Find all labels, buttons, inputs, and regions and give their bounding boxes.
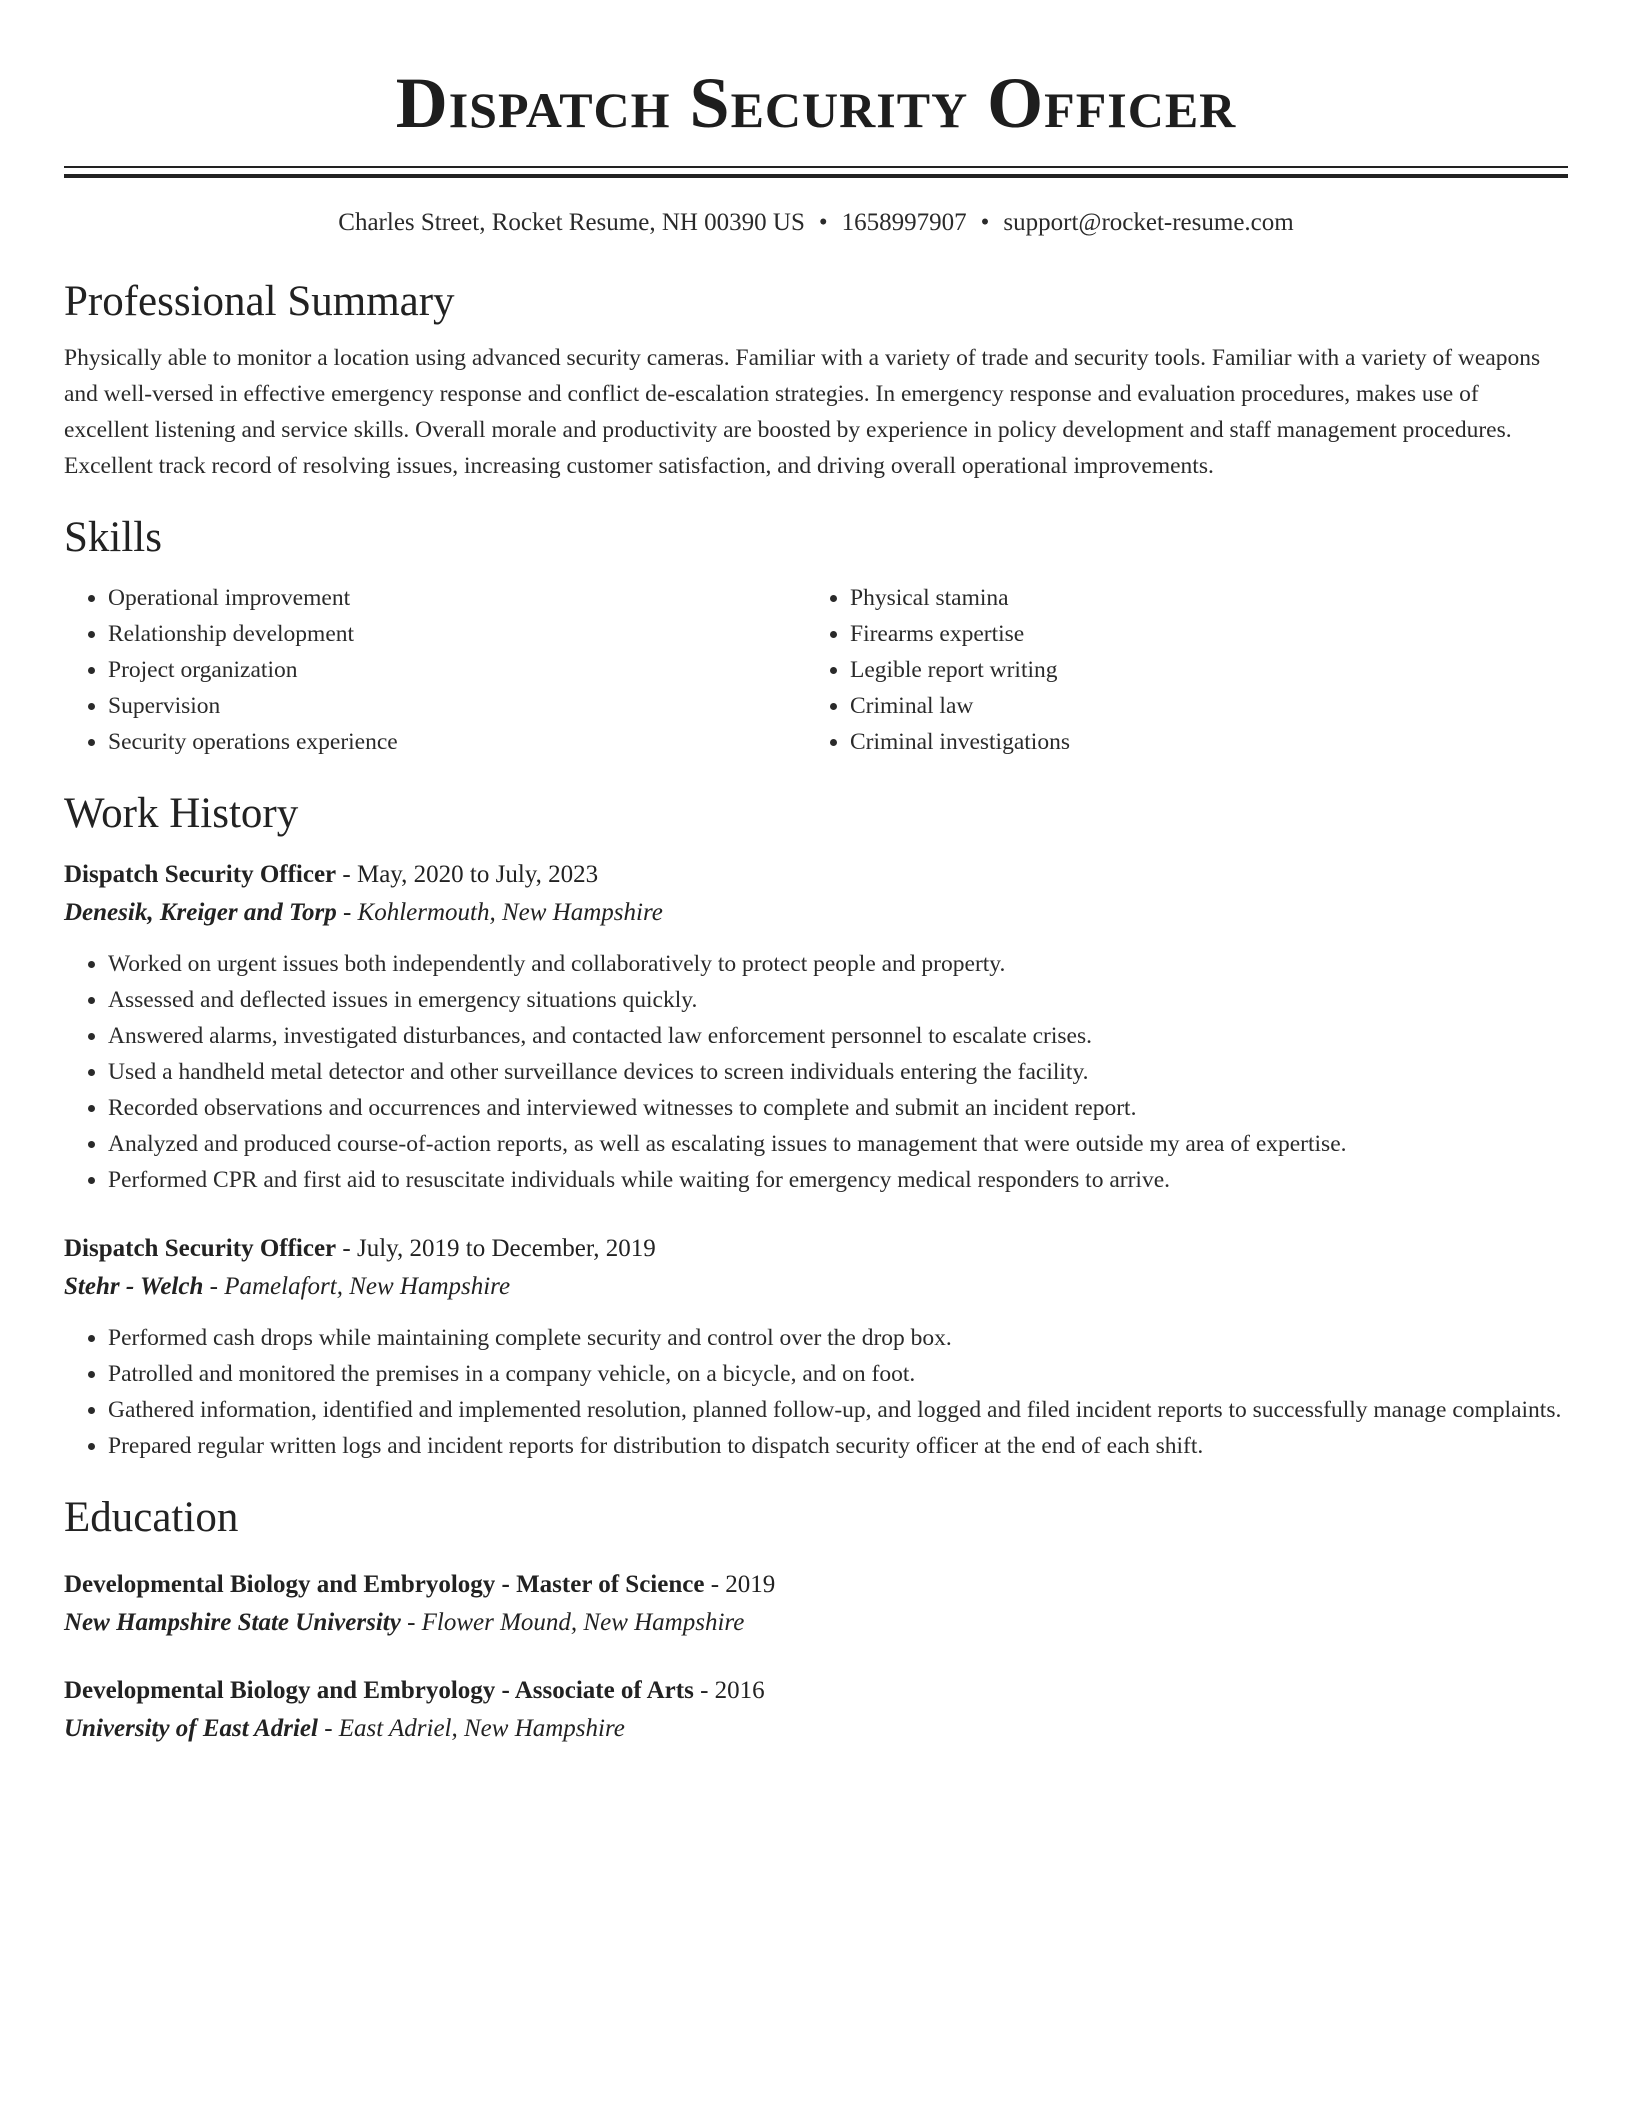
work-heading: Work History (64, 790, 299, 837)
contact-separator: • (980, 209, 990, 236)
job-company: Denesik, Kreiger and Torp (64, 899, 337, 926)
skill-item: • Project organization (108, 652, 806, 688)
education-location: - East Adriel, New Hampshire (317, 1715, 625, 1742)
job-bullets (64, 1320, 1568, 1464)
job-dates: - July, 2019 to December, 2019 (336, 1235, 656, 1262)
education-year: - 2016 (693, 1677, 765, 1704)
skills-column-left (64, 580, 806, 760)
skill-item: • Supervision (108, 688, 806, 724)
education-school: University of East Adriel (64, 1715, 318, 1742)
summary-heading: Professional Summary (64, 278, 455, 325)
skills-list (64, 580, 1568, 760)
skill-item: • Criminal law (850, 688, 1548, 724)
education-entry (64, 1566, 1568, 1642)
job-bullet: • Performed cash drops while maintaining complete security and control over the drop box. (108, 1320, 1568, 1356)
skill-item: • Legible report writing (850, 652, 1548, 688)
contact-separator: • (818, 209, 828, 236)
contact-line (64, 206, 1568, 240)
job-bullet: • Answered alarms, investigated disturbances, and contacted law enforcement personnel to escalate crises. (108, 1018, 1568, 1054)
job-bullet: • Performed CPR and first aid to resuscitate individuals while waiting for emergency medical responders to arrive. (108, 1162, 1568, 1198)
job-bullet: • Patrolled and monitored the premises in a company vehicle, on a bicycle, and on foot. (108, 1356, 1568, 1392)
summary-text: Physically able to monitor a location using advanced security cameras. Familiar with a variety of trade and security tools. Familiar with a variety of weapons and well-versed in effective emergency response and conflict de-escalation strategies. In emergency response and evaluation procedures, makes use of excellent listening and service skills. Overall morale and productivity are boosted by experience in policy development and staff management procedures. Excellent track record of resolving issues, increasing customer satisfaction, and driving overall operational improvements. (64, 345, 1541, 479)
job-bullet: • Prepared regular written logs and incident reports for distribution to dispatch security officer at the end of each shift. (108, 1428, 1568, 1464)
job-company-line (64, 894, 1568, 932)
skill-item: • Physical stamina (850, 580, 1548, 616)
education-degree: Developmental Biology and Embryology - Master of Science (64, 1571, 705, 1598)
education-heading: Education (64, 1494, 239, 1541)
skills-heading: Skills (64, 514, 162, 561)
job-title-line (64, 856, 1568, 894)
contact-email: support@rocket-resume.com (1003, 209, 1294, 236)
education-school: New Hampshire State University (64, 1609, 401, 1636)
education-school-line (64, 1604, 1568, 1642)
skill-item: • Security operations experience (108, 724, 806, 760)
job-bullet: • Analyzed and produced course-of-action reports, as well as escalating issues to management that were outside my area of expertise. (108, 1126, 1568, 1162)
resume-page (64, 0, 1568, 1748)
job-entry (64, 1230, 1568, 1464)
contact-address: Charles Street, Rocket Resume, NH 00390 US (338, 209, 805, 236)
education-entry (64, 1672, 1568, 1748)
job-bullet: • Gathered information, identified and implemented resolution, planned follow-up, and logged and filed incident reports to successfully manage complaints. (108, 1392, 1568, 1428)
education-school-line (64, 1710, 1568, 1748)
job-role: Dispatch Security Officer (64, 1235, 337, 1262)
job-location: - Pamelafort, New Hampshire (203, 1273, 511, 1300)
job-bullet: • Assessed and deflected issues in emergency situations quickly. (108, 982, 1568, 1018)
job-dates: - May, 2020 to July, 2023 (336, 861, 599, 888)
education-degree: Developmental Biology and Embryology - Associate of Arts (64, 1677, 694, 1704)
skill-item: • Relationship development (108, 616, 806, 652)
job-entry (64, 856, 1568, 1198)
resume-name: Dispatch Security Officer (395, 63, 1237, 143)
contact-phone: 1658997907 (841, 209, 967, 236)
job-bullets (64, 946, 1568, 1198)
job-title-line (64, 1230, 1568, 1268)
skill-item: • Criminal investigations (850, 724, 1548, 760)
job-location: - Kohlermouth, New Hampshire (336, 899, 663, 926)
header-divider (64, 166, 1568, 178)
job-bullet: • Recorded observations and occurrences and interviewed witnesses to complete and submit an incident report. (108, 1090, 1568, 1126)
job-bullet: • Used a handheld metal detector and other surveillance devices to screen individuals entering the facility. (108, 1054, 1568, 1090)
education-degree-line (64, 1672, 1568, 1710)
skills-column-right (806, 580, 1548, 760)
job-company: Stehr - Welch (64, 1273, 204, 1300)
education-year: - 2019 (704, 1571, 776, 1598)
skill-item: • Firearms expertise (850, 616, 1548, 652)
job-bullet: • Worked on urgent issues both independently and collaboratively to protect people and property. (108, 946, 1568, 982)
job-role: Dispatch Security Officer (64, 861, 337, 888)
education-location: - Flower Mound, New Hampshire (400, 1609, 745, 1636)
job-company-line (64, 1268, 1568, 1306)
skill-item: • Operational improvement (108, 580, 806, 616)
education-degree-line (64, 1566, 1568, 1604)
